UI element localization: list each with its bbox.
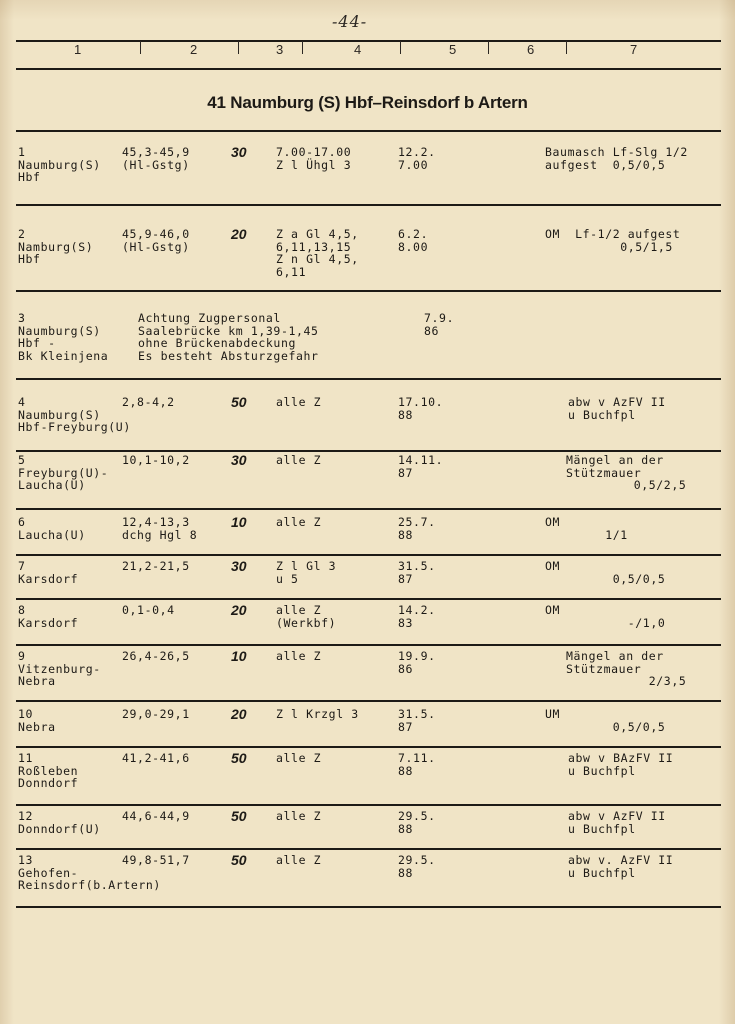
column-number: 4 xyxy=(354,42,362,57)
entry-since: 14.2. 83 xyxy=(398,603,436,630)
entry-number: 5 xyxy=(18,453,26,467)
entry-applies-to: alle Z xyxy=(276,395,322,409)
entry-speed: 30 xyxy=(231,452,247,468)
column-number: 3 xyxy=(276,42,284,57)
entry-location: Gehofen- Reinsdorf(b.Artern) xyxy=(18,865,161,893)
entry-applies-to: alle Z xyxy=(276,809,322,823)
entry-applies-to: alle Z (Werkbf) xyxy=(276,603,337,630)
column-number: 7 xyxy=(630,42,638,57)
entry-speed: 20 xyxy=(231,226,247,242)
entry-remark: OM Lf-1/2 aufgest 0,5/1,5 xyxy=(545,227,681,254)
entry-separator xyxy=(16,204,721,206)
entry-number: 6 xyxy=(18,515,26,529)
entry-remark: abw v AzFV II u Buchfpl xyxy=(568,809,666,836)
entry-location: Roßleben Donndorf xyxy=(18,763,79,791)
entry-location: Laucha(U) xyxy=(18,527,86,542)
entry-separator xyxy=(16,598,721,600)
header-rule-top xyxy=(16,40,721,42)
entry-speed: 20 xyxy=(231,602,247,618)
header-rule-bottom xyxy=(16,68,721,70)
entry-separator xyxy=(16,290,721,292)
entry-number: 11 xyxy=(18,751,34,765)
entry-since: 6.2. 8.00 xyxy=(398,227,429,254)
entry-since: 7.9. 86 xyxy=(424,311,455,338)
entry-remark: OM 0,5/0,5 xyxy=(545,559,666,586)
entry-since: 29.5. 88 xyxy=(398,809,436,836)
entry-since: 31.5. 87 xyxy=(398,707,436,734)
entry-since: 25.7. 88 xyxy=(398,515,436,542)
entry-applies-to: Z l Krzgl 3 xyxy=(276,707,359,721)
entry-location: Naumburg(S) Hbf-Freyburg(U) xyxy=(18,407,131,435)
entry-since: 19.9. 86 xyxy=(398,649,436,676)
entry-separator xyxy=(16,746,721,748)
entry-location: Vitzenburg- Nebra xyxy=(18,661,101,689)
column-number: 6 xyxy=(527,42,535,57)
entry-location: Naumburg(S) Hbf xyxy=(18,157,101,185)
entry-number: 9 xyxy=(18,649,26,663)
entry-kilometers: 45,9-46,0 (Hl-Gstg) xyxy=(122,227,190,254)
entry-applies-to: alle Z xyxy=(276,515,322,529)
entry-remark: OM -/1,0 xyxy=(545,603,666,630)
entry-since: 17.10. 88 xyxy=(398,395,444,422)
table-end-rule xyxy=(16,906,721,908)
entry-location: Karsdorf xyxy=(18,571,79,586)
entry-speed: 30 xyxy=(231,144,247,160)
entry-separator xyxy=(16,804,721,806)
entry-kilometers: 21,2-21,5 xyxy=(122,559,190,573)
entry-location: Freyburg(U)- Laucha(U) xyxy=(18,465,109,493)
entry-location: Naumburg(S) Hbf - Bk Kleinjena xyxy=(18,323,109,363)
entry-remark: Mängel an der Stützmauer 2/3,5 xyxy=(566,649,687,689)
entry-location: Nebra xyxy=(18,719,56,734)
entry-number: 4 xyxy=(18,395,26,409)
entry-number: 8 xyxy=(18,603,26,617)
entry-speed: 10 xyxy=(231,648,247,664)
entry-number: 7 xyxy=(18,559,26,573)
entry-applies-to: Z l Gl 3 u 5 xyxy=(276,559,337,586)
entry-remark: abw v. AzFV II u Buchfpl xyxy=(568,853,674,880)
column-number: 1 xyxy=(74,42,82,57)
entry-separator xyxy=(16,378,721,380)
entry-applies-to: 7.00-17.00 Z l Ühgl 3 xyxy=(276,145,352,172)
entry-kilometers: 10,1-10,2 xyxy=(122,453,190,467)
entry-number: 3 xyxy=(18,311,26,325)
entry-remark: Baumasch Lf-Slg 1/2 aufgest 0,5/0,5 xyxy=(545,145,688,172)
entry-since: 29.5. 88 xyxy=(398,853,436,880)
entry-kilometers: 12,4-13,3 dchg Hgl 8 xyxy=(122,515,198,542)
entry-location: Namburg(S) Hbf xyxy=(18,239,94,267)
entry-kilometers: 44,6-44,9 xyxy=(122,809,190,823)
column-divider xyxy=(400,41,401,54)
column-number: 2 xyxy=(190,42,198,57)
entry-number: 1 xyxy=(18,145,26,159)
entry-remark: abw v BAzFV II u Buchfpl xyxy=(568,751,674,778)
entry-applies-to: alle Z xyxy=(276,751,322,765)
column-divider xyxy=(566,41,567,54)
column-divider xyxy=(140,41,141,54)
entry-number: 13 xyxy=(18,853,34,867)
entry-remark: abw v AzFV II u Buchfpl xyxy=(568,395,666,422)
entry-separator xyxy=(16,450,721,452)
entry-remark: Mängel an der Stützmauer 0,5/2,5 xyxy=(566,453,687,493)
entry-since: 14.11. 87 xyxy=(398,453,444,480)
entry-applies-to: Z a Gl 4,5, 6,11,13,15 Z n Gl 4,5, 6,11 xyxy=(276,227,359,279)
column-number: 5 xyxy=(449,42,457,57)
page-number: -44- xyxy=(332,12,368,31)
entry-speed: 50 xyxy=(231,394,247,410)
column-divider xyxy=(238,41,239,54)
entry-kilometers: Achtung Zugpersonal Saalebrücke km 1,39-1,45 ohne Brückenabdeckung Es besteht Absturzgefahr xyxy=(138,311,319,363)
table-title: 41 Naumburg (S) Hbf–Reinsdorf b Artern xyxy=(207,93,528,112)
entry-remark: OM 1/1 xyxy=(545,515,628,542)
column-divider xyxy=(488,41,489,54)
entry-since: 31.5. 87 xyxy=(398,559,436,586)
entry-separator xyxy=(16,848,721,850)
entry-number: 12 xyxy=(18,809,34,823)
entry-speed: 50 xyxy=(231,750,247,766)
entry-speed: 30 xyxy=(231,558,247,574)
entry-location: Donndorf(U) xyxy=(18,821,101,836)
title-rule xyxy=(16,130,721,132)
entry-kilometers: 2,8-4,2 xyxy=(122,395,175,409)
entry-speed: 50 xyxy=(231,808,247,824)
entry-applies-to: alle Z xyxy=(276,853,322,867)
entry-remark: UM 0,5/0,5 xyxy=(545,707,666,734)
entry-applies-to: alle Z xyxy=(276,453,322,467)
entry-speed: 10 xyxy=(231,514,247,530)
entry-kilometers: 0,1-0,4 xyxy=(122,603,175,617)
entry-speed: 50 xyxy=(231,852,247,868)
entry-number: 2 xyxy=(18,227,26,241)
entry-kilometers: 49,8-51,7 xyxy=(122,853,190,867)
entry-number: 10 xyxy=(18,707,34,721)
entry-kilometers: 29,0-29,1 xyxy=(122,707,190,721)
entry-kilometers: 41,2-41,6 xyxy=(122,751,190,765)
column-divider xyxy=(302,41,303,54)
entry-location: Karsdorf xyxy=(18,615,79,630)
entry-separator xyxy=(16,644,721,646)
entry-since: 12.2. 7.00 xyxy=(398,145,436,172)
entry-kilometers: 45,3-45,9 (Hl-Gstg) xyxy=(122,145,190,172)
entry-separator xyxy=(16,700,721,702)
entry-since: 7.11. 88 xyxy=(398,751,436,778)
entry-separator xyxy=(16,554,721,556)
entry-kilometers: 26,4-26,5 xyxy=(122,649,190,663)
entry-separator xyxy=(16,508,721,510)
entry-speed: 20 xyxy=(231,706,247,722)
entry-applies-to: alle Z xyxy=(276,649,322,663)
